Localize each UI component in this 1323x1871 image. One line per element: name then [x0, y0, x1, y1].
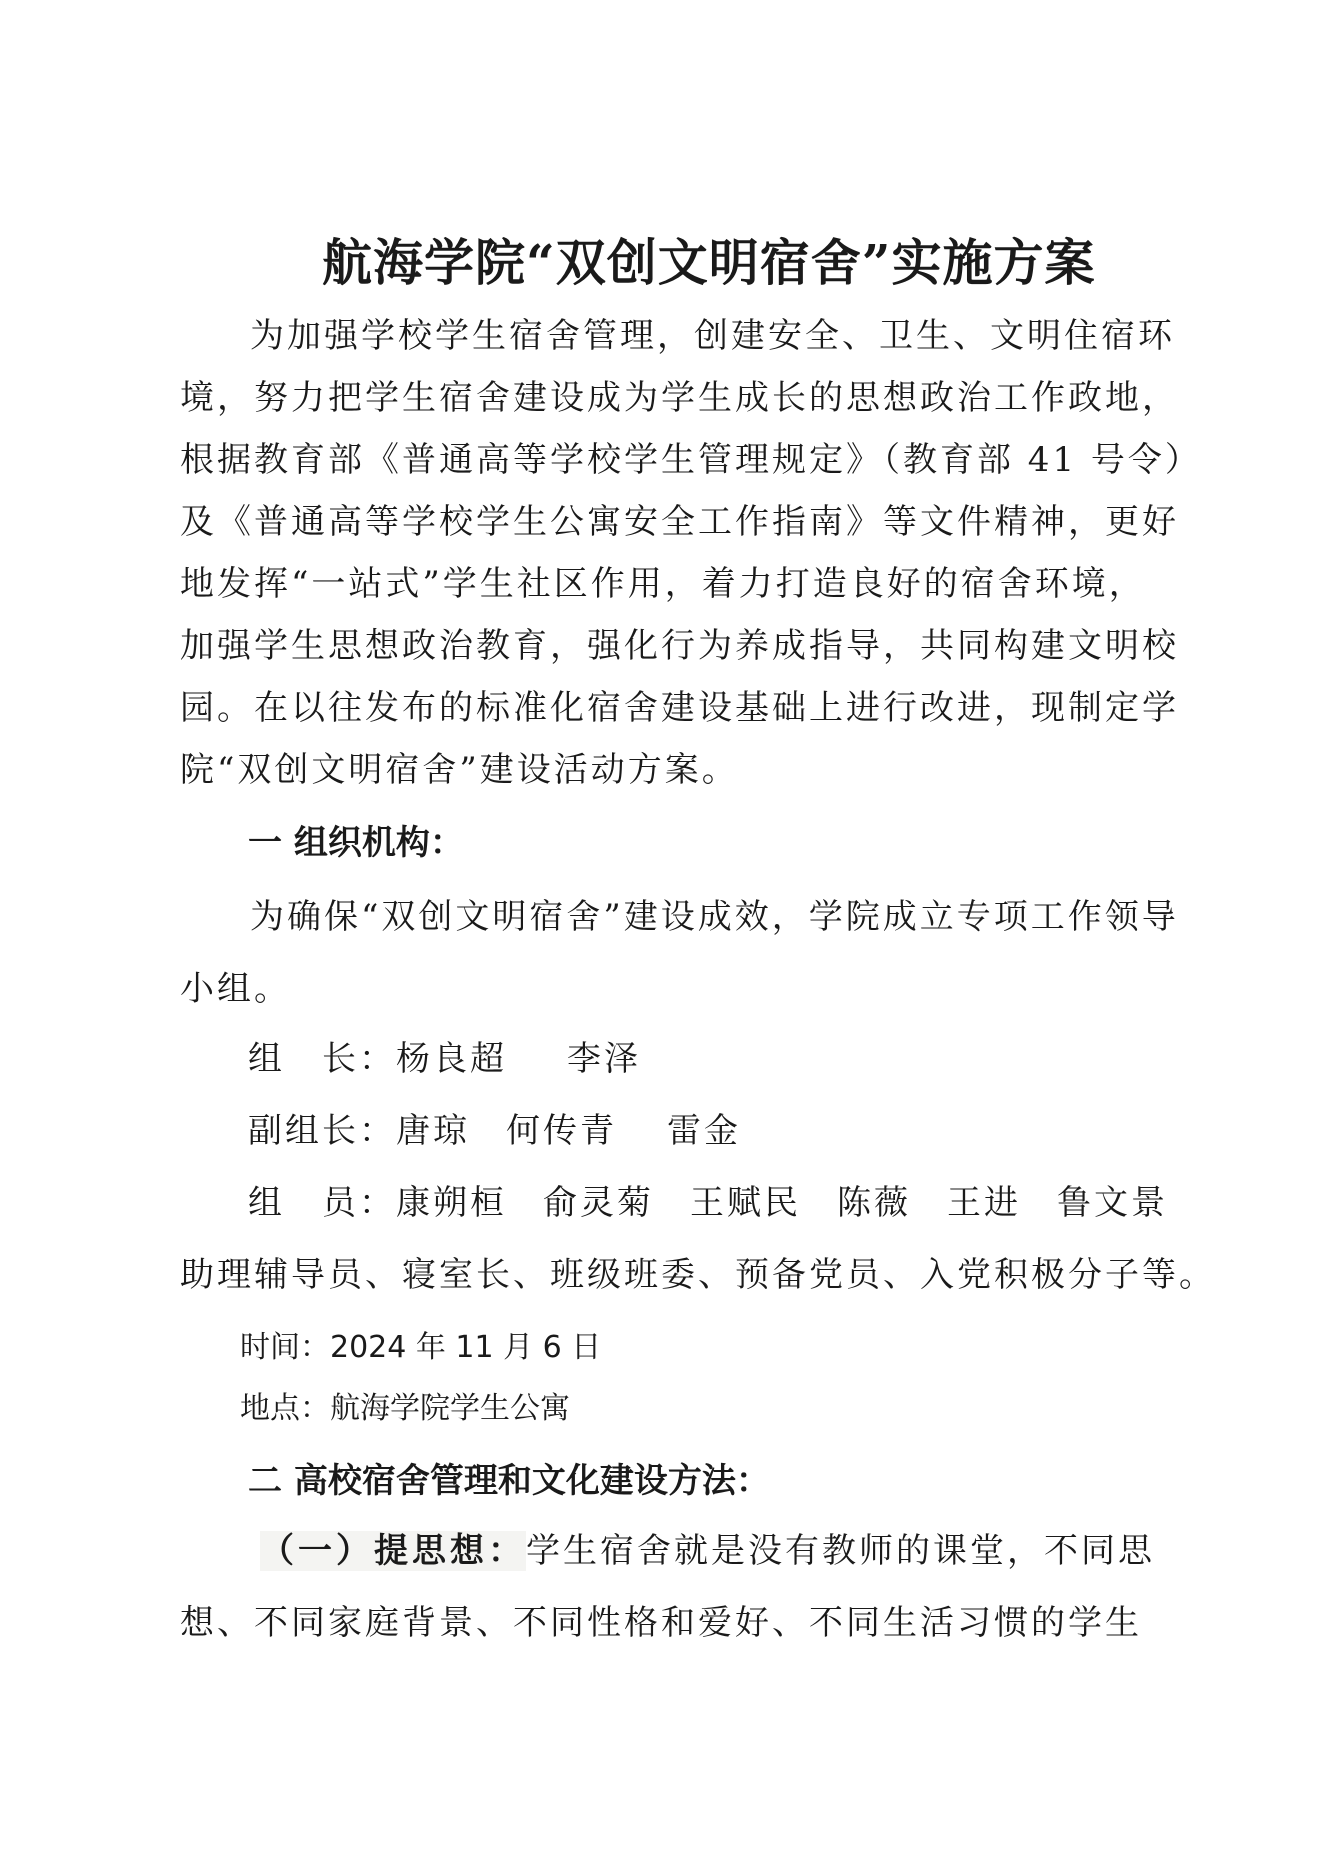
section2-line [180, 1520, 1170, 1582]
member-name: 康朔桓 [396, 1183, 507, 1223]
section-heading-organization: 一 组织机构： [248, 823, 464, 863]
document-title: 航海学院“双创文明宿舍”实施方案 [322, 233, 1096, 292]
section2-line: 想、不同家庭背景、不同性格和爱好、不同生活习惯的学生 [180, 1603, 1142, 1643]
vice-leader-name: 雷金 [667, 1111, 741, 1151]
leader-name: 杨良超 [396, 1039, 507, 1079]
member-name: 王进 [947, 1183, 1021, 1223]
event-time: 时间：2024 年 11 月 6 日 [240, 1330, 602, 1365]
intro-line: 境，努力把学生宿舍建设成为学生成长的思想政治工作政地， [180, 378, 1179, 418]
intro-line: 加强学生思想政治教育，强化行为养成指导，共同构建文明校 [180, 626, 1179, 666]
section1-line: 为确保“双创文明宿舍”建设成效，学院成立专项工作领导 [250, 897, 1179, 937]
intro-line: 院“双创文明宿舍”建设活动方案。 [180, 750, 739, 790]
members-row [248, 1172, 1168, 1234]
section1-paragraph [180, 886, 1179, 1020]
member-name: 俞灵菊 [543, 1183, 654, 1223]
intro-line: 地发挥“一站式”学生社区作用，着力打造良好的宿舍环境， [180, 564, 1146, 604]
intro-line: 园。在以往发布的标准化宿舍建设基础上进行改进，现制定学 [180, 688, 1179, 728]
member-name: 鲁文景 [1057, 1183, 1168, 1223]
leader-name: 李泽 [567, 1039, 641, 1079]
members-continuation-line: 助理辅导员、寝室长、班级班委、预备党员、入党积极分子等。 [180, 1255, 1216, 1295]
leader-label: 组 长： [248, 1039, 396, 1079]
section2-text: 学生宿舍就是没有教师的课堂，不同思 [526, 1531, 1155, 1571]
members-continuation [180, 1244, 1216, 1306]
subsection-label: （一）提思想： [260, 1531, 526, 1571]
leader-row [248, 1028, 641, 1090]
section-heading-methods: 二 高校宿舍管理和文化建设方法： [248, 1461, 770, 1501]
intro-line: 根据教育部《普通高等学校学生管理规定》（教育部 41 号令） [180, 440, 1202, 480]
members-label: 组 员： [248, 1183, 396, 1223]
intro-paragraph [180, 305, 1202, 801]
member-name: 王赋民 [690, 1183, 801, 1223]
section2-paragraph [180, 1520, 1170, 1654]
event-place: 地点：航海学院学生公寓 [240, 1391, 570, 1426]
vice-leader-name: 何传青 [506, 1111, 617, 1151]
vice-leader-name: 唐琼 [396, 1111, 470, 1151]
member-name: 陈薇 [837, 1183, 911, 1223]
vice-leader-label: 副组长： [248, 1111, 396, 1151]
intro-line: 及《普通高等学校学生公寓安全工作指南》等文件精神，更好 [180, 502, 1179, 542]
vice-leader-row [248, 1100, 741, 1162]
intro-line: 为加强学校学生宿舍管理，创建安全、卫生、文明住宿环 [250, 316, 1175, 356]
section1-line: 小组。 [180, 969, 291, 1009]
